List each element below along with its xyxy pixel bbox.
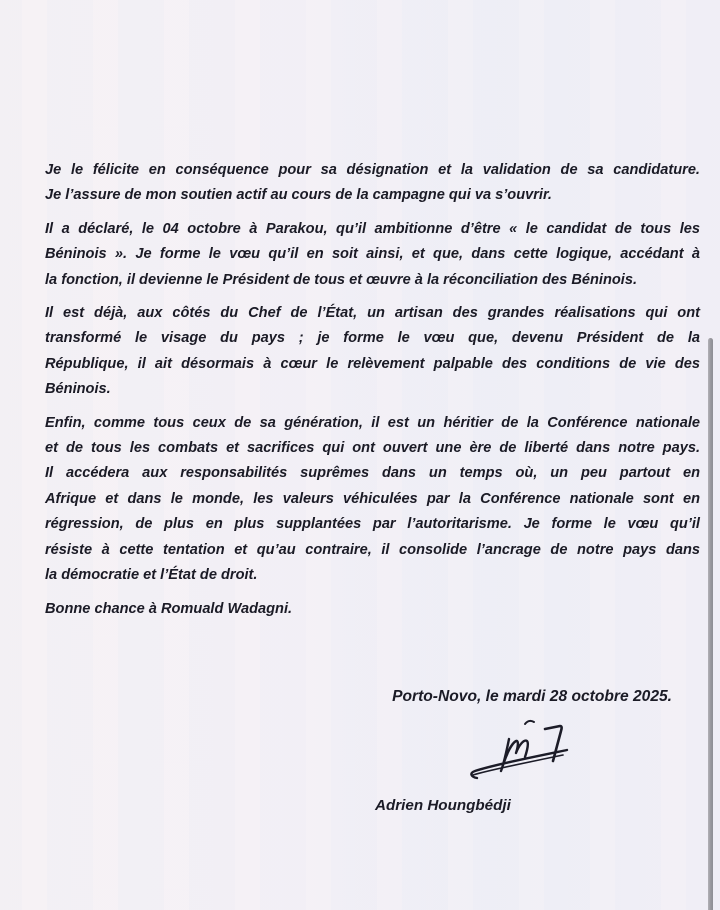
handwritten-signature [463, 717, 575, 781]
text-line: transformé le visage du pays ; je forme le vœu que, devenu Président de la [45, 330, 700, 347]
text-line: République, il ait désormais à cœur le relèvement palpable des conditions de vie des [45, 355, 700, 372]
text-line: régression, de plus en plus supplantées par l’autoritarisme. Je forme le vœu qu’il [45, 516, 700, 533]
text-line: Je le félicite en conséquence pour sa désignation et la validation de sa candidature. [45, 162, 700, 178]
paragraph [45, 301, 700, 403]
text-line: la fonction, il devienne le Président de tous et œuvre à la réconciliation des Béninois. [45, 271, 637, 288]
text-line: Je l’assure de mon soutien actif au cours de la campagne qui va s’ouvrir. [45, 187, 552, 204]
letter-body [45, 158, 700, 818]
paragraph [45, 597, 700, 622]
paragraph [45, 411, 700, 589]
dateline: Porto-Novo, le mardi 28 octobre 2025. [392, 687, 672, 705]
text-line: Afrique et dans le monde, les valeurs véhiculées par la Conférence nationale sont en [45, 490, 700, 507]
text-line: et de tous les combats et sacrifices qui ont ouvert une ère de liberté dans notre pays. [45, 440, 700, 457]
text-line: Enfin, comme tous ceux de sa génération, il est un héritier de la Conférence nationale [45, 414, 700, 431]
paragraph [45, 217, 700, 293]
text-line: Il a déclaré, le 04 octobre à Parakou, qu’il ambitionne d’être « le candidat de tous les [45, 220, 700, 237]
signatory-name: Adrien Houngbédji [375, 797, 511, 815]
text-line: Béninois. [45, 381, 111, 398]
text-line: Il est déjà, aux côtés du Chef de l’État, un artisan des grandes réalisations qui ont [45, 305, 700, 322]
paragraph [45, 158, 700, 209]
text-line: Béninois ». Je forme le vœu qu’il en soit ainsi, et que, dans cette logique, accédant à [45, 246, 700, 263]
text-line: résiste à cette tentation et qu’au contraire, il consolide l’ancrage de notre pays dans [45, 541, 700, 558]
text-line: la démocratie et l’État de droit. [45, 567, 258, 584]
closing-wish-line: Bonne chance à Romuald Wadagni. [45, 600, 293, 617]
text-line: Il accédera aux responsabilités suprêmes dans un temps où, un peu partout en [45, 465, 700, 482]
scrollbar[interactable] [708, 338, 713, 910]
